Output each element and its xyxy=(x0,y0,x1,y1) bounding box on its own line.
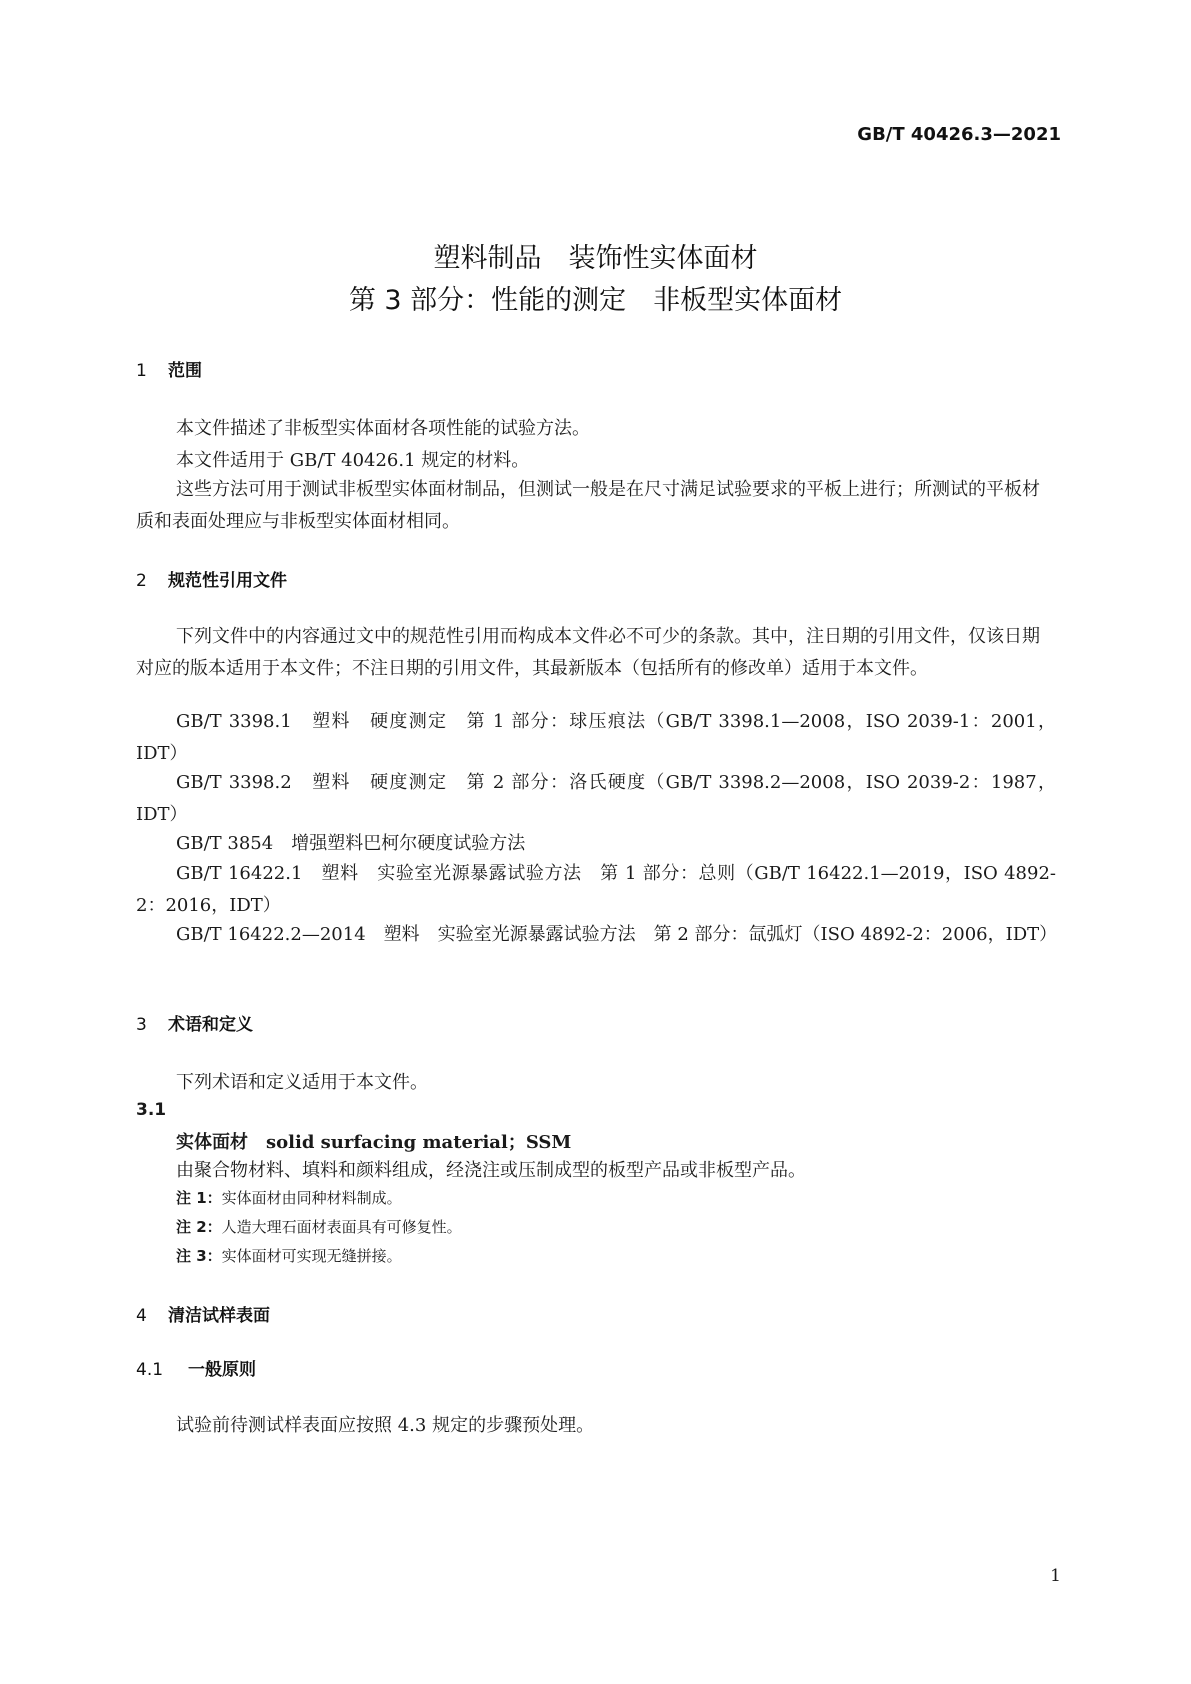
note-2 xyxy=(176,1216,462,1237)
standard-code: GB/T 40426.3—2021 xyxy=(857,124,1061,145)
scope-paragraph-3: 这些方法可用于测试非板型实体面材制品，但测试一般是在尺寸满足试验要求的平板上进行；所测试的平板材质和表面处理应与非板型实体面材相同。 xyxy=(136,479,1040,532)
subsection-title: 一般原则 xyxy=(188,1360,256,1380)
note-1 xyxy=(176,1187,402,1208)
section-title: 范围 xyxy=(168,361,202,381)
term-definition: 由聚合物材料、填料和颜料组成，经浇注或压制成型的板型产品或非板型产品。 xyxy=(176,1160,806,1181)
subsection-number: 4.1 xyxy=(136,1360,164,1380)
section-title: 规范性引用文件 xyxy=(168,571,287,591)
reference-item: GB/T 3398.1 塑料 硬度测定 第 1 部分：球压痕法（GB/T 3398.1—2008，ISO 2039-1：2001，IDT） xyxy=(136,711,1056,764)
section-3-heading xyxy=(136,1010,253,1035)
section-2-heading xyxy=(136,566,287,591)
section-title: 术语和定义 xyxy=(168,1015,253,1035)
section-4-heading xyxy=(136,1301,270,1326)
general-principle-paragraph: 试验前待测试样表面应按照 4.3 规定的步骤预处理。 xyxy=(176,1415,595,1436)
reference-item: GB/T 3398.2 塑料 硬度测定 第 2 部分：洛氏硬度（GB/T 3398.2—2008，ISO 2039-2：1987，IDT） xyxy=(136,772,1056,825)
subsection-4-1-heading xyxy=(136,1355,256,1380)
references-intro: 下列文件中的内容通过文中的规范性引用而构成本文件必不可少的条款。其中，注日期的引用文件，仅该日期对应的版本适用于本文件；不注日期的引用文件，其最新版本（包括所有的修改单）适用于本文件。 xyxy=(136,626,1040,679)
title-line-2: 第 3 部分：性能的测定 非板型实体面材 xyxy=(348,285,843,316)
scope-paragraph-2: 本文件适用于 GB/T 40426.1 规定的材料。 xyxy=(176,450,530,471)
title-line-1: 塑料制品 装饰性实体面材 xyxy=(433,243,758,274)
section-number: 3 xyxy=(136,1015,147,1035)
terms-intro: 下列术语和定义适用于本文件。 xyxy=(176,1072,428,1093)
section-number: 4 xyxy=(136,1306,147,1326)
note-label: 注 3： xyxy=(176,1247,222,1265)
section-1-heading xyxy=(136,356,202,381)
term-heading: 实体面材 solid surfacing material；SSM xyxy=(176,1132,572,1153)
note-text: 实体面材可实现无缝拼接。 xyxy=(221,1247,402,1265)
reference-item: GB/T 16422.2—2014 塑料 实验室光源暴露试验方法 第 2 部分：氙弧灯（ISO 4892-2：2006，IDT） xyxy=(176,924,1058,945)
section-number: 1 xyxy=(136,361,147,381)
term-number: 3.1 xyxy=(136,1100,167,1120)
section-title: 清洁试样表面 xyxy=(168,1306,270,1326)
note-text: 实体面材由同种材料制成。 xyxy=(221,1189,402,1207)
section-number: 2 xyxy=(136,571,147,591)
note-label: 注 2： xyxy=(176,1218,222,1236)
page-number: 1 xyxy=(1050,1566,1061,1586)
scope-paragraph-1: 本文件描述了非板型实体面材各项性能的试验方法。 xyxy=(176,418,590,439)
reference-item: GB/T 3854 增强塑料巴柯尔硬度试验方法 xyxy=(176,833,526,854)
note-3 xyxy=(176,1245,402,1266)
note-text: 人造大理石面材表面具有可修复性。 xyxy=(221,1218,462,1236)
reference-item: GB/T 16422.1 塑料 实验室光源暴露试验方法 第 1 部分：总则（GB/T 16422.1—2019，ISO 4892-2：2016，IDT） xyxy=(136,863,1056,916)
note-label: 注 1： xyxy=(176,1189,222,1207)
